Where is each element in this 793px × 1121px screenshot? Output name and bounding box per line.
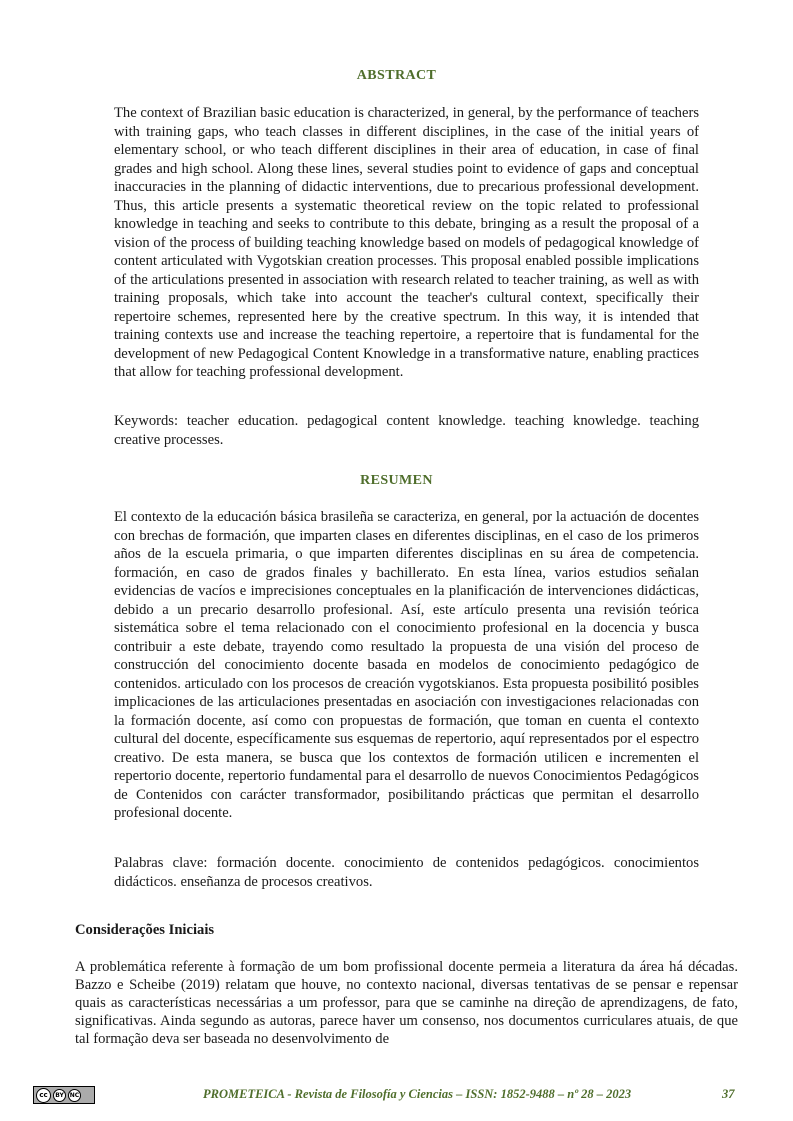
section-heading: Considerações Iniciais — [75, 922, 215, 938]
abstract-keywords: Keywords: teacher education. pedagogical content knowledge. teaching knowledge. teaching creative processes. — [114, 413, 699, 448]
by-attribution-icon: BY — [53, 1089, 66, 1102]
abstract-body: The context of Brazilian basic education is characterized, in general, by the performance of teachers with training gaps, who teach classes in different disciplines, in the case of the initial years of elementary school, or who teach different disciplines in their area of education, in case of final grades and high school. Along these lines, several studies point to evidence of gaps and conceptual inaccuracies in the planning of didactic interventions, due to precarious professional development. Thus, this article presents a systematic theoretical review on the topic related to professional knowledge in teaching and seeks to contribute to this debate, bringing as a result the proposal of a vision of the process of building teaching knowledge based on models of pedagogical knowledge of content articulated with Vygotskian creation processes. This proposal enabled possible implications of the articulations presented in association with research related to teacher training, as well as with training proposals, which take into account the teacher's cultural context, specifically their repertoire schemes, represented here by the creative spectrum. In this way, it is intended that training contexts use and increase the teaching repertoire, a repertoire that is fundamental for the development of new Pedagogical Content Knowledge in a transformative nature, enabling practices that allow for teaching professional development. — [114, 105, 699, 380]
resumen-keywords: Palabras clave: formación docente. conocimiento de contenidos pedagógicos. conocimientos didácticos. enseñanza de procesos creativos. — [114, 855, 699, 890]
journal-citation: PROMETEICA - Revista de Filosofía y Ciencias – ISSN: 1852-9488 – nº 28 – 2023 — [203, 1087, 632, 1101]
resumen-body: El contexto de la educación básica brasileña se caracteriza, en general, por la actuación de docentes con brechas de formación, que imparten clases en diferentes disciplinas, en el caso de los primeros años de la escuela primaria, o que imparten diferentes disciplinas en su área de competencia. formación, en caso de grados finales y bachillerato. En esta línea, varios estudios señalan evidencias de vacíos e imprecisiones conceptuales en la planificación de intervenciones didácticas, debido a un precario desarrollo profesional. Así, este artículo presenta una revisión teórica sistemática sobre el tema relacionado con el conocimiento profesional en la docencia y busca contribuir a este debate, trayendo como resultado la propuesta de una visión del proceso de construcción del conocimiento docente basada en modelos de conocimiento pedagógico de contenidos. articulado con los procesos de creación vygotskianos. Esta propuesta posibilitó posibles implicaciones de las articulaciones presentadas en asociación con investigaciones relacionadas con la formación docente, así como con propuestas de formación, que toman en cuenta el contexto cultural del docente, específicamente sus esquemas de repertorio, aquí representados por el espectro creativo. De esta manera, se busca que los contextos de formación utilicen e incrementen el repertorio docente, repertorio fundamental para el desarrollo de nuevos Conocimientos Pedagógicos de Contenidos con carácter transformador, posibilitando prácticas que permitan el desarrollo profesional docente. — [114, 509, 699, 821]
cc-license-badge[interactable] — [33, 1086, 95, 1104]
page-footer — [0, 1086, 793, 1104]
resumen-title: RESUMEN — [360, 473, 433, 488]
cc-icon: cc — [36, 1088, 51, 1103]
section-body: A problemática referente à formação de um bom profissional docente permeia a literatura da área há décadas. Bazzo e Scheibe (2019) relatam que houve, no contexto nacional, diversas tentativas de se pensar e repensar quais as características necessárias a um professor, para que se caminhe na direção de aprendizagens, de fato, significativas. Ainda segundo as autoras, parece haver um consenso, nos documentos curriculares atuais, de que tal formação deva ser baseada no desenvolvimento de — [75, 959, 738, 1047]
page-number: 37 — [722, 1087, 735, 1101]
abstract-title: ABSTRACT — [356, 68, 437, 83]
nc-noncommercial-icon: NC — [68, 1089, 81, 1102]
